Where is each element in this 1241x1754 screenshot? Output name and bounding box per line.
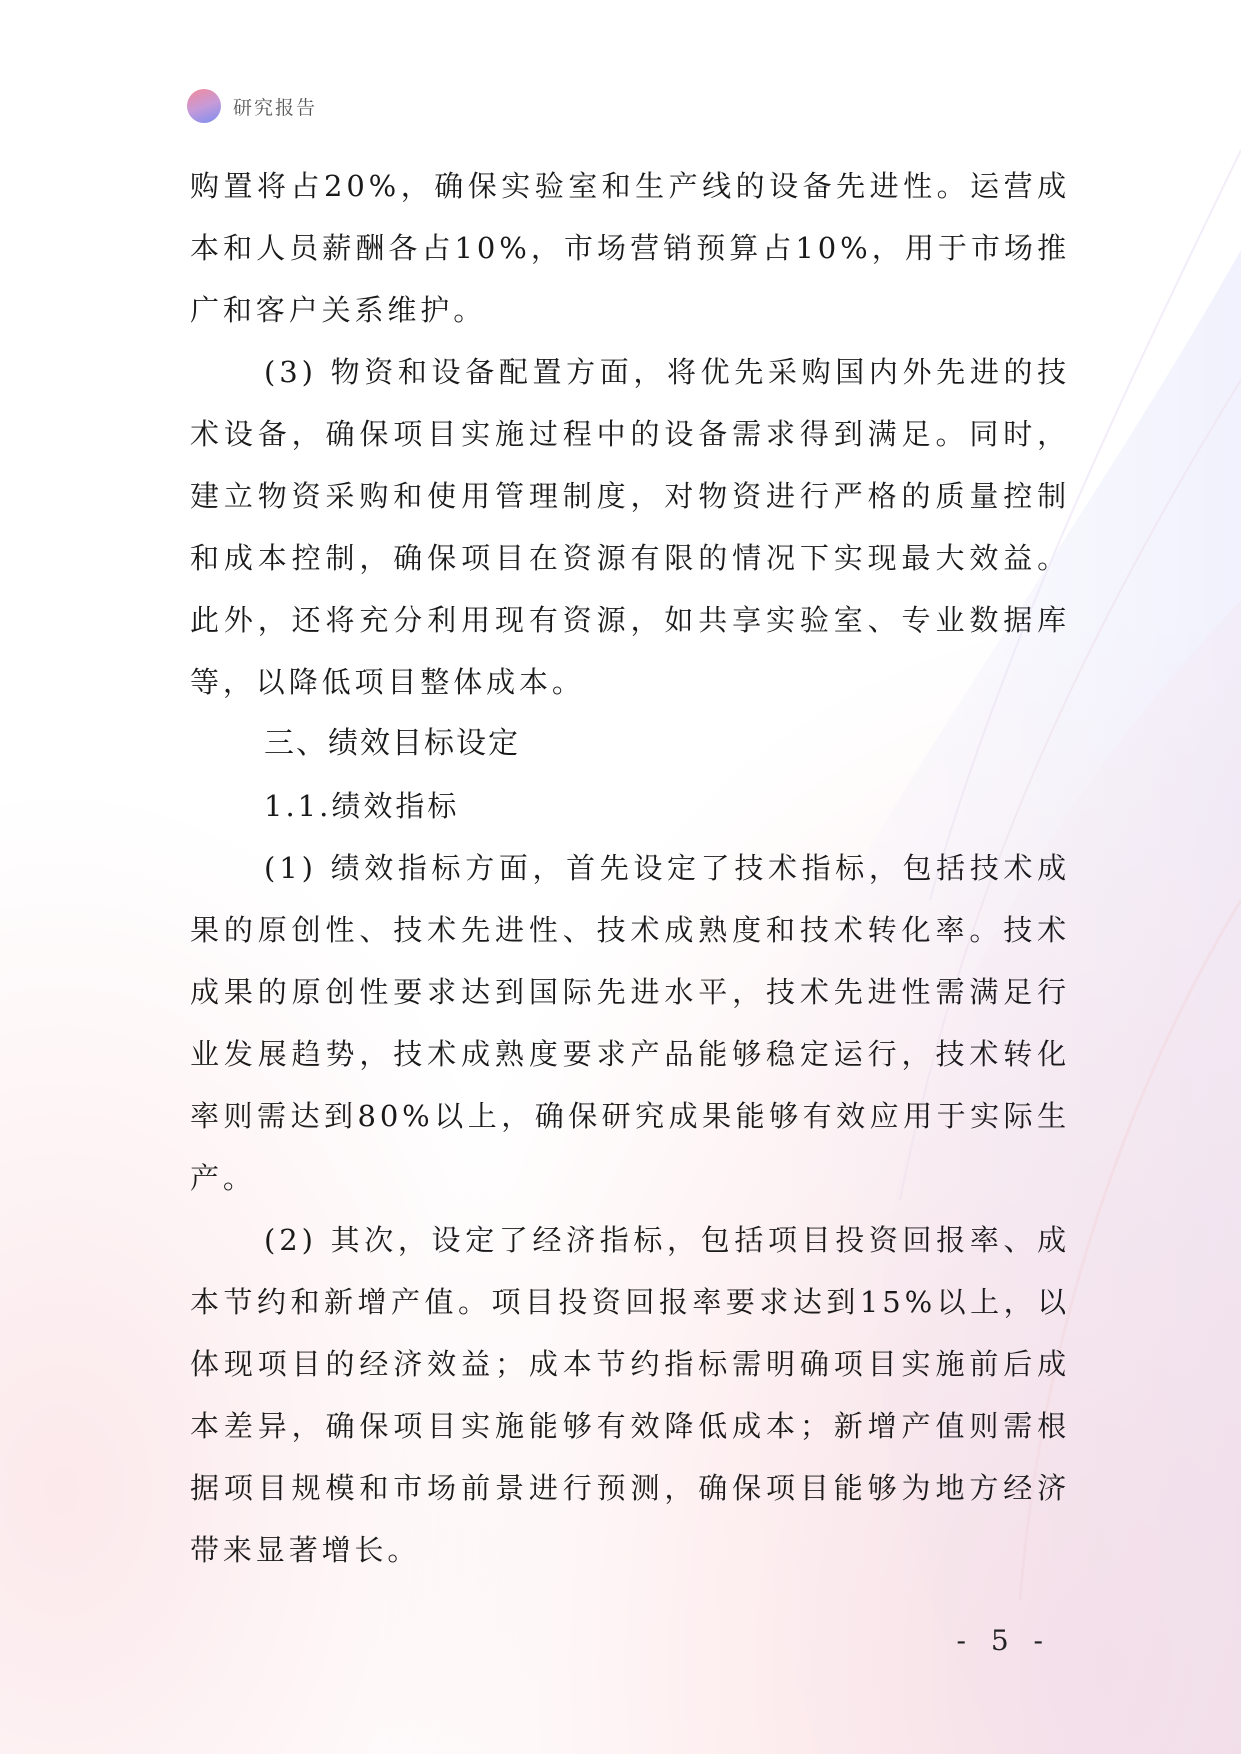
paragraph-economic-indicators: (2) 其次，设定了经济指标，包括项目投资回报率、成本节约和新增产值。项目投资回报率要求达到15%以上，以体现项目的经济效益；成本节约指标需明确项目实施前后成本差异，确保项目实施能够有效降低成本；新增产值则需根据项目规模和市场前景进行预测，确保项目能够为地方经济带来显著增长。 <box>190 1223 1070 1567</box>
subsection-heading: 1.1.绩效指标 <box>264 789 460 823</box>
section-heading: 三、绩效目标设定 <box>264 726 520 761</box>
logo-circle-icon <box>187 89 221 123</box>
header-title: 研究报告 <box>233 96 318 119</box>
paragraph-resource-allocation: (3) 物资和设备配置方面，将优先采购国内外先进的技术设备，确保项目实施过程中的设备需求得到满足。同时，建立物资采购和使用管理制度，对物资进行严格的质量控制和成本控制，确保项目在资源有限的情况下实现最大效益。此外，还将充分利用现有资源，如共享实验室、专业数据库等，以降低项目整体成本。 <box>190 355 1070 699</box>
paragraph-technical-indicators: (1) 绩效指标方面，首先设定了技术指标，包括技术成果的原创性、技术先进性、技术成熟度和技术转化率。技术成果的原创性要求达到国际先进水平，技术先进性需满足行业发展趋势，技术成熟度要求产品能够稳定运行，技术转化率则需达到80%以上，确保研究成果能够有效应用于实际生产。 <box>190 851 1070 1195</box>
page-number: - 5 - <box>956 1624 1051 1657</box>
document-body <box>190 155 1070 1581</box>
report-header <box>187 88 317 124</box>
paragraph-continued: 购置将占20%，确保实验室和生产线的设备先进性。运营成本和人员薪酬各占10%，市场营销预算占10%，用于市场推广和客户关系维护。 <box>190 169 1070 327</box>
